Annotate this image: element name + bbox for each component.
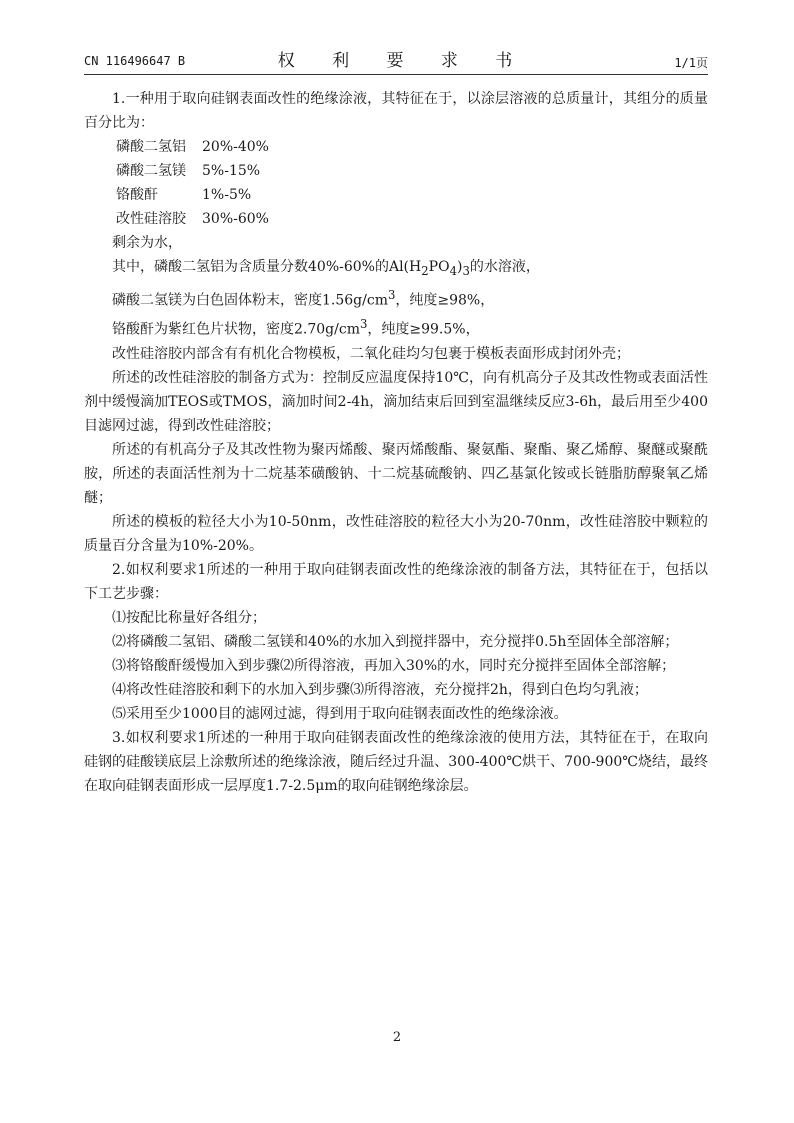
spec-text: ，纯度≥99.5%，: [367, 322, 480, 339]
unit-superscript: 3: [387, 287, 396, 302]
claim-1-intro: 1.一种用于取向硅钢表面改性的绝缘涂液，其特征在于，以涂层溶液的总质量计，其组分的质量百分比为：: [84, 91, 708, 131]
component-item: [84, 135, 708, 159]
spec-text: ，纯度≥98%，: [395, 292, 495, 309]
formula-subscript: 3: [462, 263, 470, 278]
formula-text: PO: [428, 259, 450, 275]
claim-1-polymer-surfactant: 所述的有机高分子及其改性物为聚丙烯酸、聚丙烯酸酯、聚氨酯、聚酯、聚乙烯醇、聚醚或聚酰胺，所述的表面活性剂为十二烷基苯磺酸钠、十二烷基硫酸钠、四乙基氯化铵或长链脂肪醇聚氧乙烯醚；: [84, 442, 708, 507]
process-step: ⑸采用至少1000目的滤网过滤，得到用于取向硅钢表面改性的绝缘涂液。: [112, 706, 568, 723]
component-name: 铬酸酐: [116, 187, 158, 203]
formula-subscript: 2: [421, 263, 429, 278]
claim-1-magnesium-spec: [84, 283, 708, 313]
component-range: 1%-5%: [202, 187, 252, 203]
claim-1-remainder: 剩余为水，: [112, 235, 182, 251]
header-divider: [84, 74, 708, 75]
claim-1-aluminium-formula: [84, 255, 708, 283]
claim-1-chromic-spec: [84, 312, 708, 342]
formula-text: ): [456, 259, 463, 275]
component-list: [84, 135, 708, 231]
spec-text: 磷酸二氢镁为白色固体粉末，密度1.56g/cm: [112, 292, 388, 309]
page-number: 2: [392, 1030, 402, 1045]
claims-body: [84, 87, 708, 798]
unit-superscript: 3: [359, 317, 368, 332]
component-item: [84, 159, 708, 183]
claim-3: 3.如权利要求1所述的一种用于取向硅钢表面改性的绝缘涂液的使用方法，其特征在于，在取向硅钢的硅酸镁底层上涂敷所述的绝缘涂液，随后经过升温、300-400℃烘干、700-900℃烧结，最终在取向硅钢表面形成一层厚度1.7-2.5μm的取向硅钢绝缘涂层。: [84, 730, 708, 795]
formula-subscript: 4: [449, 263, 457, 278]
component-name: 磷酸二氢镁: [116, 163, 186, 179]
claim-1-particle-size: 所述的模板的粒径大小为10-50nm，改性硅溶胶的粒径大小为20-70nm，改性硅溶胶中颗粒的质量百分含量为10%-20%。: [84, 514, 708, 555]
process-step: ⑵将磷酸二氢铝、磷酸二氢镁和40%的水加入到搅拌器中，充分搅拌0.5h至固体全部溶解；: [112, 634, 679, 651]
claim-1-silica-sol-preparation: 所述的改性硅溶胶的制备方式为：控制反应温度保持10℃，向有机高分子及其改性物或表面活性剂中缓慢滴加TEOS或TMOS，滴加时间2-4h，滴加结束后回到室温继续反应3-6h，最后用至少400目滤网过滤，得到改性硅溶胶；: [84, 370, 708, 435]
component-name: 磷酸二氢铝: [116, 139, 186, 155]
component-range: 20%-40%: [202, 139, 269, 155]
patent-number: CN 116496647 B: [84, 54, 186, 68]
formula-text: 的水溶液，: [469, 259, 540, 275]
document-title: 权 利 要 求 书: [277, 51, 529, 71]
component-range: 30%-60%: [202, 211, 269, 227]
component-range: 5%-15%: [202, 163, 261, 179]
component-name: 改性硅溶胶: [116, 211, 186, 227]
formula-text: 其中，磷酸二氢铝为含质量分数40%-60%的Al(H: [112, 259, 422, 275]
component-item: [84, 183, 708, 207]
process-step: ⑴按配比称量好各组分；: [112, 610, 266, 627]
claim-1-silica-sol-structure: 改性硅溶胶内部含有有机化合物模板，二氧化硅均匀包裹于模板表面形成封闭外壳；: [112, 346, 630, 363]
page-header: [84, 46, 708, 70]
process-step: ⑶将铬酸酐缓慢加入到步骤⑵所得溶液，再加入30%的水，同时充分搅拌至固体全部溶解；: [112, 658, 676, 675]
process-step: ⑷将改性硅溶胶和剩下的水加入到步骤⑶所得溶液，充分搅拌2h，得到白色均匀乳液；: [112, 682, 648, 699]
component-item: [84, 207, 708, 231]
claim-2-intro: 2.如权利要求1所述的一种用于取向硅钢表面改性的绝缘涂液的制备方法，其特征在于，包括以下工艺步骤：: [84, 562, 708, 603]
spec-text: 铬酸酐为紫红色片状物，密度2.70g/cm: [112, 322, 360, 339]
page-indicator: 1/1页: [674, 56, 708, 70]
